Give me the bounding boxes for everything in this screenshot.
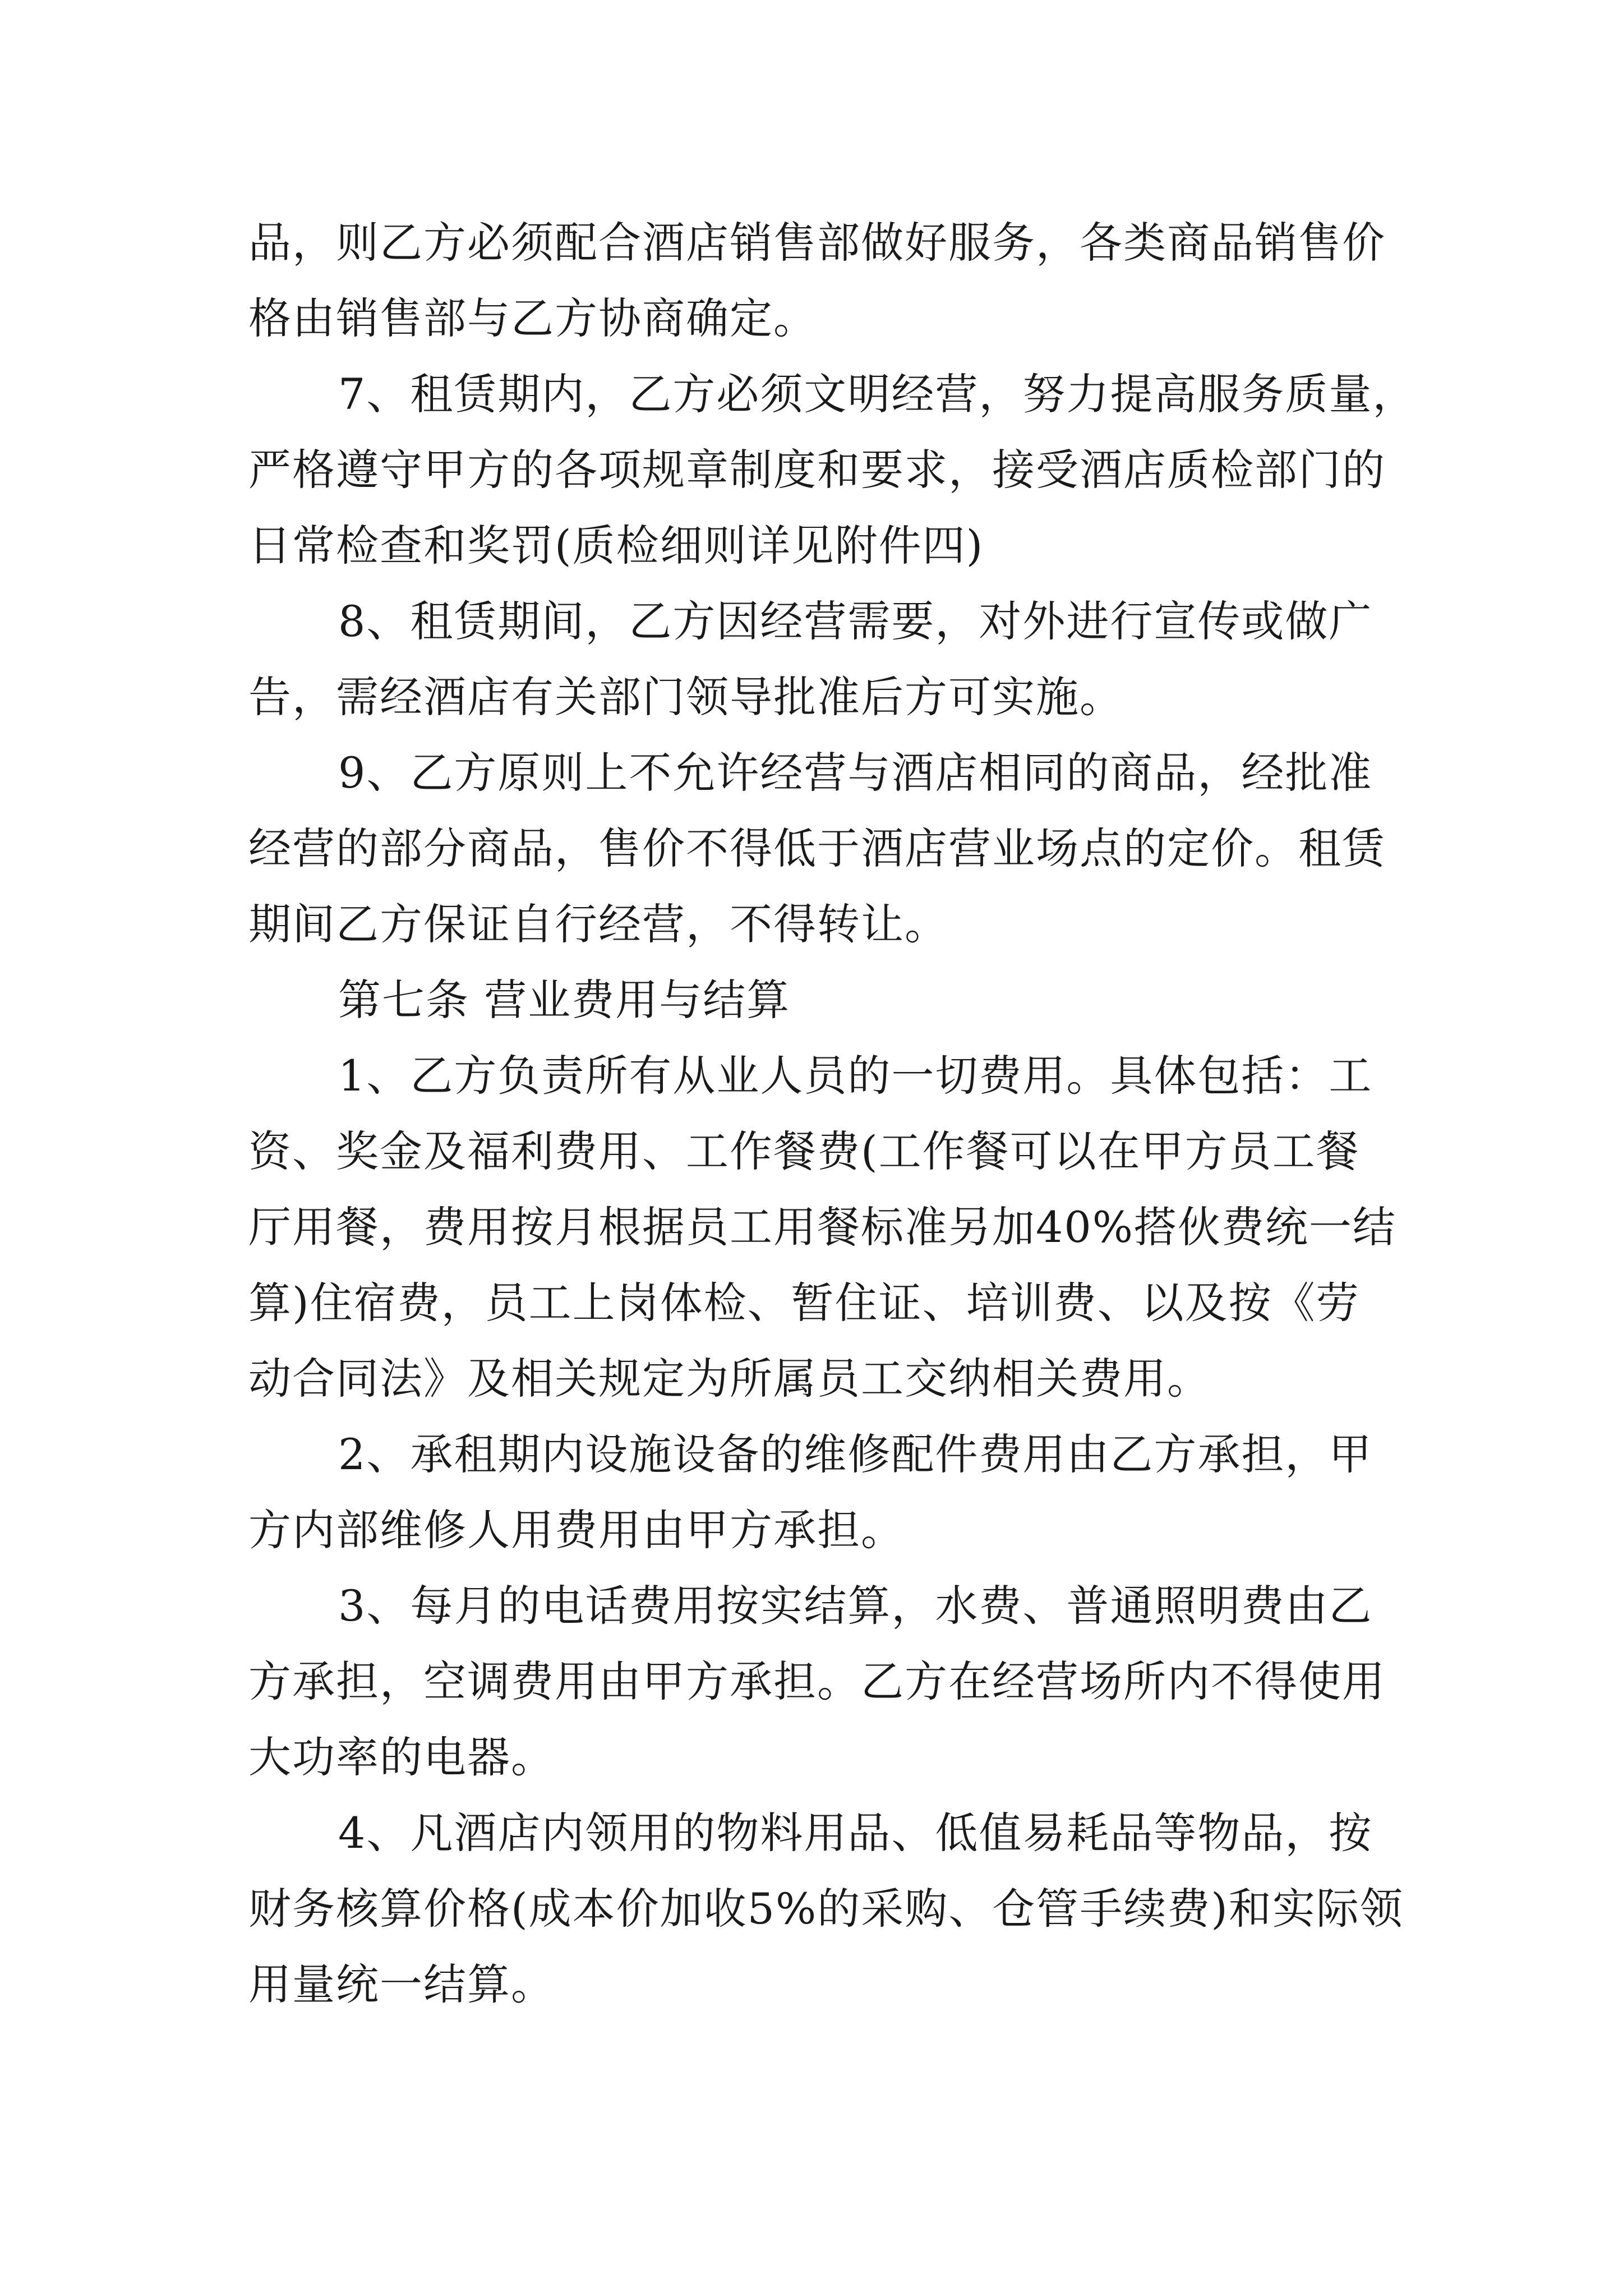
text-line: 严格遵守甲方的各项规章制度和要求，接受酒店质检部门的 (248, 445, 1386, 495)
document-body (248, 205, 1417, 2022)
text-line: 期间乙方保证自行经营，不得转让。 (248, 899, 948, 949)
text-line: 9、乙方原则上不允许经营与酒店相同的商品，经批准 (338, 748, 1373, 798)
text-line: 方承担，空调费用由甲方承担。乙方在经营场所内不得使用 (248, 1657, 1386, 1706)
text-line: 算)住宿费，员工上岗体检、暂住证、培训费、以及按《劳 (248, 1278, 1360, 1328)
text-line: 财务核算价格(成本价加收5%的采购、仓管手续费)和实际领 (248, 1884, 1404, 1934)
text-line: 2、承租期内设施设备的维修配件费用由乙方承担，甲 (338, 1429, 1373, 1479)
text-line: 厅用餐，费用按月根据员工用餐标准另加40%搭伙费统一结 (248, 1202, 1396, 1252)
text-line: 动合同法》及相关规定为所属员工交纳相关费用。 (248, 1354, 1211, 1404)
text-line: 格由销售部与乙方协商确定。 (248, 293, 817, 343)
text-line: 告，需经酒店有关部门领导批准后方可实施。 (248, 672, 1123, 722)
text-line: 8、租赁期间，乙方因经营需要，对外进行宣传或做广 (338, 596, 1373, 646)
text-line: 3、每月的电话费用按实结算，水费、普通照明费由乙 (338, 1581, 1373, 1631)
text-line: 方内部维修人用费用由甲方承担。 (248, 1505, 905, 1555)
text-line: 品，则乙方必须配合酒店销售部做好服务，各类商品销售价 (248, 218, 1386, 268)
text-line: 资、奖金及福利费用、工作餐费(工作餐可以在甲方员工餐 (248, 1126, 1360, 1176)
text-line: 日常检查和奖罚(质检细则详见附件四) (248, 521, 984, 570)
section-heading: 第七条 营业费用与结算 (338, 975, 791, 1025)
text-line: 用量统一结算。 (248, 1959, 555, 2009)
text-line: 1、乙方负责所有从业人员的一切费用。具体包括：工 (338, 1051, 1373, 1101)
text-line: 4、凡酒店内领用的物料用品、低值易耗品等物品，按 (338, 1808, 1373, 1858)
text-line: 大功率的电器。 (248, 1732, 555, 1782)
text-line: 经营的部分商品，售价不得低于酒店营业场点的定价。租赁 (248, 823, 1386, 873)
text-line: 7、租赁期内，乙方必须文明经营，努力提高服务质量， (338, 369, 1417, 419)
